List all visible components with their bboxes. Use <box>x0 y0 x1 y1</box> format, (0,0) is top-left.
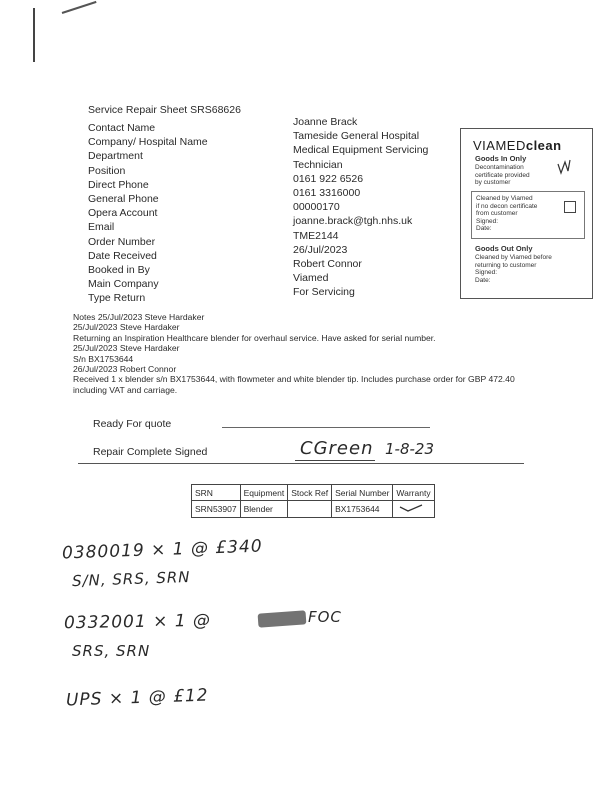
cleaned-box <box>471 191 585 239</box>
field-label: Department <box>88 150 143 163</box>
stamp-line: Date: <box>475 276 491 284</box>
field-value: TME2144 <box>293 229 339 242</box>
viamed-clean-stamp <box>460 128 593 299</box>
handwritten-line: 0380019 × 1 @ £340 <box>61 536 263 564</box>
note-line: including VAT and carriage. <box>73 384 178 395</box>
stamp-line: Signed: <box>476 217 499 225</box>
repair-complete-label: Repair Complete Signed <box>93 446 208 458</box>
stamp-line: certificate provided <box>475 171 530 179</box>
tick-mark-icon <box>557 159 571 175</box>
pen-stroke-mark <box>62 1 97 14</box>
binding-mark <box>33 8 35 62</box>
stamp-line: by customer <box>475 179 511 186</box>
field-label: Opera Account <box>88 207 158 220</box>
field-labels <box>88 121 208 306</box>
note-line: 26/Jul/2023 Robert Connor <box>73 364 177 375</box>
signature-underline <box>295 460 375 461</box>
goods-out-title: Goods Out Only <box>475 244 533 253</box>
field-value: Technician <box>293 158 343 171</box>
table-cell <box>288 501 332 518</box>
table-header: SRN <box>192 485 241 501</box>
note-line: S/n BX1753644 <box>73 353 134 364</box>
handwritten-line: S/N, SRS, SRN <box>71 567 191 591</box>
table-header-row <box>192 485 435 501</box>
field-value: Tameside General Hospital <box>293 130 420 143</box>
field-label: Company/ Hospital Name <box>88 136 208 149</box>
field-label: Direct Phone <box>88 178 149 191</box>
table-header: Equipment <box>240 485 288 501</box>
cleaned-text <box>476 195 552 233</box>
stamp-line: Cleaned by Viamed <box>476 195 533 202</box>
stamp-line: returning to customer <box>475 261 537 269</box>
field-label: Email <box>88 221 115 234</box>
table-header: Stock Ref <box>288 485 332 501</box>
field-values <box>293 115 428 300</box>
brand-suffix: clean <box>525 138 562 153</box>
note-line: Returning an Inspiration Healthcare blender for overhaul service. Have asked for serial number. <box>73 332 436 343</box>
note-line: Notes 25/Jul/2023 Steve Hardaker <box>73 312 205 322</box>
stamp-line: if no decon certificate <box>476 202 538 210</box>
field-value: Joanne Brack <box>293 116 358 128</box>
table-cell: BX1753644 <box>332 501 393 518</box>
field-label: General Phone <box>88 193 159 206</box>
handwritten-date: 1-8-23 <box>385 440 434 458</box>
field-value: 0161 3316000 <box>293 187 361 200</box>
goods-out-text <box>475 254 575 284</box>
document-title: Service Repair Sheet SRS68626 <box>88 104 241 116</box>
handwritten-line: 0332001 × 1 @ <box>63 610 212 634</box>
handwritten-line: UPS × 1 @ £12 <box>65 685 209 711</box>
note-line: Received 1 x blender s/n BX1753644, with flowmeter and white blender tip. Includes purchase order for GBP 472.40 <box>73 374 515 385</box>
stamp-line: Date: <box>476 225 492 232</box>
brand-prefix: VIAMED <box>473 138 526 153</box>
field-value: 0161 922 6526 <box>293 172 364 185</box>
note-line: 25/Jul/2023 Steve Hardaker <box>73 322 180 333</box>
table-cell-warranty-tick <box>393 501 434 518</box>
ready-signature-line <box>222 427 430 428</box>
field-value: 26/Jul/2023 <box>293 243 348 256</box>
field-value: For Servicing <box>293 286 355 299</box>
field-value: Medical Equipment Servicing <box>293 144 429 157</box>
field-label: Order Number <box>88 235 156 248</box>
ready-for-quote-label: Ready For quote <box>93 418 172 430</box>
notes-block <box>73 312 515 395</box>
field-value: Robert Connor <box>293 258 362 271</box>
table-row <box>192 501 435 518</box>
field-label: Position <box>88 164 126 177</box>
note-line: 25/Jul/2023 Steve Hardaker <box>73 343 180 354</box>
goods-in-text <box>475 164 545 187</box>
field-label: Main Company <box>88 278 159 291</box>
field-value: joanne.brack@tgh.nhs.uk <box>293 215 413 228</box>
repair-signature-line <box>78 463 524 464</box>
stamp-brand <box>473 138 562 153</box>
tick-mark-icon <box>396 503 426 513</box>
crossed-out-scribble <box>258 610 307 627</box>
field-label: Type Return <box>88 292 146 305</box>
stamp-line: from customer <box>476 210 518 217</box>
table-cell: Blender <box>240 501 288 518</box>
field-value: Viamed <box>293 272 329 285</box>
field-label: Contact Name <box>88 122 156 134</box>
table-header: Warranty <box>393 485 434 501</box>
stamp-line: Decontamination <box>475 164 524 171</box>
handwritten-signature: CGreen <box>300 438 374 459</box>
table-header: Serial Number <box>332 485 393 501</box>
field-value: 00000170 <box>293 201 340 214</box>
field-label: Booked in By <box>88 264 150 277</box>
handwritten-line: SRS, SRN <box>72 642 151 660</box>
goods-in-title: Goods In Only <box>475 154 527 163</box>
stamp-line: Cleaned by Viamed before <box>475 254 552 261</box>
checkbox-square <box>564 201 576 213</box>
equipment-table <box>191 484 435 518</box>
field-label: Date Received <box>88 249 157 262</box>
stamp-line: Signed: <box>475 269 498 276</box>
handwritten-foc: FOC <box>308 608 342 626</box>
table-cell: SRN53907 <box>192 501 241 518</box>
